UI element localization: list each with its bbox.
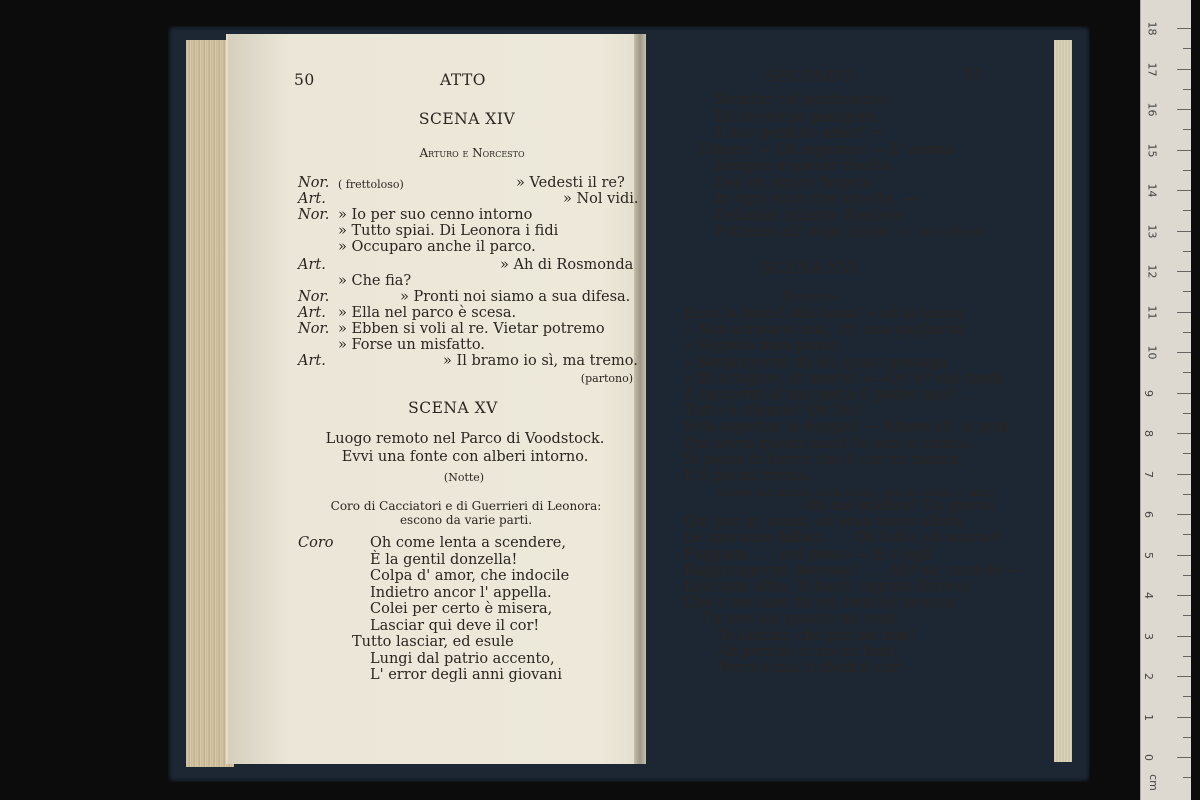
verse-line: Colpa d' amor, che indocile: [370, 568, 570, 584]
speaker-label: Art.: [298, 305, 326, 321]
speaker-label: Art.: [298, 257, 326, 273]
ruler-number: 3: [1142, 632, 1155, 640]
book-gutter: [634, 34, 646, 764]
monologue-line: Le speranze fallaci . . . Oh lutto, oh scorno!: [684, 530, 1003, 547]
page-number-right: 51: [964, 65, 985, 83]
ruler-tick: [1177, 150, 1191, 151]
scene-xv-setting-3: (Notte): [443, 471, 485, 484]
ruler-tick: [1183, 210, 1191, 211]
ruler-tick: [1177, 757, 1191, 758]
ruler-tick: [1183, 251, 1191, 252]
ruler-number: 15: [1145, 143, 1159, 157]
scene-xv-chorus-desc-2: escono da varie parti.: [399, 513, 533, 527]
measuring-ruler: [1140, 0, 1191, 800]
verse-line: Lungi dal patrio accento,: [370, 650, 555, 667]
monologue-line: Fuggiam . . . nol posso — E s' egli: [684, 546, 933, 563]
verse-line: Colei per certo è misera,: [370, 601, 553, 617]
scene-xiv-title: SCENA XIV: [418, 110, 516, 128]
ruler-tick: [1177, 433, 1191, 434]
page-edges-right: [1054, 40, 1072, 762]
ruler-tick: [1183, 291, 1191, 292]
coro-label: Coro: [298, 535, 334, 551]
ruler-tick: [1183, 129, 1191, 130]
monologue-line: Perchè mai ti diedi il cor! -: [718, 660, 915, 676]
ruler-tick: [1177, 190, 1191, 191]
ruler-number: 10: [1145, 345, 1159, 360]
monologue-line: Tu non sai quanto mi costi: [703, 611, 898, 628]
ruler-tick: [1183, 534, 1191, 535]
ruler-number: 18: [1145, 21, 1159, 36]
dialogue-line: » Io per suo cenno intorno: [338, 207, 533, 223]
verse-line: Lasciar qui deve il cor!: [370, 617, 540, 634]
ruler-number: 8: [1142, 430, 1155, 437]
dialogue-line: » Occuparo anche il parco.: [338, 239, 536, 255]
speaker-label: Nor.: [298, 207, 330, 223]
scene-xvi-title: SCENA XVI: [761, 259, 859, 277]
scene-xv-setting-1: Luogo remoto nel Parco di Voodstock.: [325, 431, 605, 447]
ruler-number: 5: [1142, 551, 1155, 559]
scene-xv-chorus-desc-1: Coro di Cacciatori e di Guerrieri di Leonora:: [330, 499, 602, 513]
ruler-number: 6: [1142, 511, 1155, 518]
ruler-number: 16: [1145, 102, 1159, 117]
ruler-tick: [1183, 494, 1191, 495]
monologue-line: Qui sovra questi sassi! Io son sì stanca,: [684, 435, 974, 452]
ruler-tick: [1177, 271, 1191, 272]
verse-line: Potremo all' uopo ancor.: [715, 224, 894, 240]
ruler-tick: [1183, 777, 1191, 778]
dialogue-line: » Ebben si voli al re. Vietar potremo: [338, 321, 605, 337]
speaker-label: Nor.: [298, 321, 330, 337]
verse-line: Il suo perduto amor! —: [715, 125, 886, 141]
scene-xv-title: SCENA XV: [408, 399, 498, 417]
monologue-line: Tutto è silenzio! Oh Dio!: [684, 403, 864, 420]
monologue-line: Te lasciar, che pur sei mio!: [718, 627, 916, 644]
ruler-tick: [1183, 332, 1191, 333]
dialogue-line: » Pronti noi siamo a sua difesa.: [400, 289, 631, 305]
page-number-left: 50: [294, 71, 315, 89]
verse-line: Udiam! — Oh inganno! — L' anima: [698, 141, 955, 158]
ruler-number: 2: [1142, 673, 1155, 680]
scene-xvi-stage: (siede sui marmi della fonte , poi di subito s' alza ): [718, 486, 1000, 499]
ruler-tick: [1183, 575, 1191, 576]
monologue-line: Sì piena di terror che il cor mi manca,: [684, 451, 965, 468]
dialogue-line: » Che fia?: [338, 273, 412, 289]
ruler-tick: [1177, 636, 1191, 637]
monologue-line: » Sospingermi da lei, quasi presaga: [684, 354, 948, 371]
monologue-line: Che a me caro tu sei, benchè nemico.: [684, 595, 960, 612]
monologue-line: A raccormi al suo petto il padre mio? . . .: [684, 387, 985, 403]
ruler-number: 9: [1142, 389, 1155, 397]
dialogue-line: » Il bramo io sì, ma tremo.: [443, 353, 638, 369]
verse-line: Tutto lasciar, ed esule: [352, 634, 514, 650]
ruler-tick: [1183, 453, 1191, 454]
monologue-line: Ah perchè sì rio mi fosti,: [718, 643, 900, 660]
scene-xiv-exit: (partono): [580, 372, 633, 385]
ruler-number: 13: [1145, 224, 1159, 238]
ruler-tick: [1183, 696, 1191, 697]
speaker-label: Nor.: [298, 289, 330, 305]
ruler-tick: [1177, 474, 1191, 475]
verse-line: Indietro ancor l' appella.: [370, 584, 552, 601]
ruler-tick: [1177, 109, 1191, 110]
monologue-line: » Segreta man parea: [684, 338, 839, 355]
ruler-number: 7: [1142, 470, 1155, 478]
verse-line: Sempre a sperar rivolta,: [715, 158, 895, 174]
right-top-stage: (si nascondono): [898, 225, 986, 238]
scene-xv-setting-2: Evvi una fonte con alberi intorno.: [341, 449, 589, 465]
verse-line: Osa un amico fingere: [715, 174, 872, 191]
ruler-tick: [1183, 89, 1191, 90]
verse-line: Oh come lenta a scendere,: [370, 535, 566, 551]
monologue-line: Raggiungermi dovesse! . . . Ah! va, crudele —: [684, 562, 1021, 579]
ruler-number: 12: [1145, 264, 1159, 279]
ruler-tick: [1177, 69, 1191, 70]
dialogue-line: » Ella nel parco è scesa.: [338, 305, 517, 321]
verse-line: In ogni suon che ascolta. —: [715, 191, 918, 207]
ruler-tick: [1177, 28, 1191, 29]
dialogue-line: » Nol vidi.: [563, 191, 639, 207]
ruler-tick: [1183, 413, 1191, 414]
scene-xvi-character: Rosmonda: [783, 289, 839, 303]
ruler-tick: [1177, 312, 1191, 313]
verse-line: Scontar col pentimento;: [715, 92, 893, 108]
monologue-line: » Non arrivarvi mai, ch' una gagliarda: [684, 322, 966, 339]
ruler-number: 17: [1145, 62, 1159, 76]
monologue-line: Ecco la fonte! Ahi lassa! » ed io temea: [684, 306, 966, 322]
monologue-line: Lasciami alfin. Ti basti, ingrato Enrico!: [684, 579, 972, 595]
scene-xiv-characters: Arturo e Norcesto: [419, 146, 525, 160]
speaker-label: Nor.: [298, 175, 330, 191]
dialogue-line: » Ah di Rosmonda: [500, 257, 634, 273]
speaker-label: Art.: [298, 191, 326, 207]
speaker-label: Art.: [298, 353, 326, 369]
ruler-tick: [1183, 615, 1191, 616]
ruler-tick: [1177, 595, 1191, 596]
ruler-number: 0: [1142, 754, 1155, 761]
ruler-tick: [1177, 555, 1191, 556]
ruler-tick: [1177, 676, 1191, 677]
verse-line: Celiamci intanto. Riedere: [715, 207, 903, 224]
dialogue-line: » Forse un misfatto.: [338, 337, 485, 353]
ruler-tick: [1183, 48, 1191, 49]
monologue-line: E il piè mi trema.: [684, 468, 812, 484]
monologue-line: » Di sciagure, di morte! »—Ov' è? chè tarda: [684, 370, 1007, 387]
ruler-tick: [1183, 170, 1191, 171]
ruler-tick: [1183, 656, 1191, 657]
running-head-right: SECONDO: [765, 67, 855, 85]
dialogue-line: » Tutto spiai. Di Leonora i fidi: [338, 223, 559, 239]
monologue-line: Oh me infelice! Un giorno: [805, 498, 996, 514]
ruler-tick: [1177, 393, 1191, 394]
running-head-left: ATTO: [439, 71, 487, 89]
ruler-number: 11: [1145, 305, 1159, 319]
ruler-tick: [1177, 717, 1191, 718]
ruler-tick: [1177, 352, 1191, 353]
ruler-tick: [1183, 372, 1191, 373]
ruler-unit: cm: [1146, 774, 1160, 791]
ruler-number: 14: [1145, 183, 1159, 198]
monologue-line: Sola aspettar io deggio! — Almen ch' io posi: [684, 419, 1010, 436]
ruler-tick: [1183, 737, 1191, 738]
verse-line: L' error degli anni giovani: [370, 667, 562, 683]
monologue-line: Qui pur m' assisi, ed eran meco allora: [684, 514, 964, 531]
ruler-tick: [1177, 514, 1191, 515]
ruler-number: 1: [1142, 713, 1155, 721]
verse-line: Ed in eterno piangere,: [715, 108, 881, 125]
stage-direction: ( frettoloso): [338, 178, 404, 191]
ruler-number: 4: [1142, 592, 1155, 599]
ruler-tick: [1177, 231, 1191, 232]
dialogue-line: » Vedesti il re?: [516, 175, 625, 191]
verse-line: È la gentil donzella!: [370, 551, 518, 568]
